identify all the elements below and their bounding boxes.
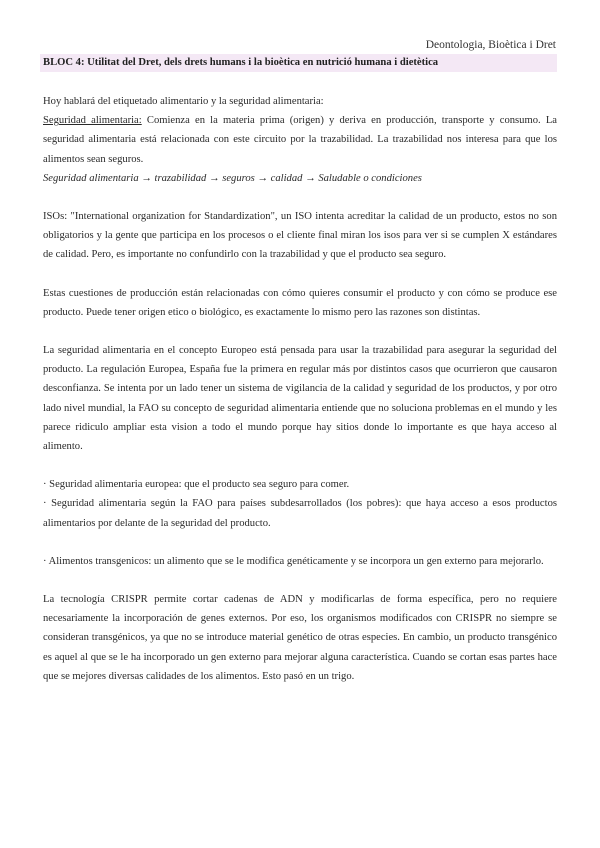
bullet-fao-safety: · Seguridad alimentaria según la FAO para países subdesarrollados (los pobres): que haya acceso a esos productos alimentarios por delante de la seguridad del producto. <box>43 498 557 529</box>
definition-term: Seguridad alimentaria: <box>43 115 142 127</box>
bullet-transgenic: · Alimentos transgenicos: un alimento que se le modifica genéticamente y se incorpora un gen externo para mejorarlo. <box>43 555 544 567</box>
running-header: Deontologia, Bioètica i Dret <box>425 39 556 51</box>
definition-paragraph <box>43 111 557 169</box>
section-title: BLOC 4: Utilitat del Dret, dels drets humans i la bioètica en nutrició humana i dietètica <box>40 54 557 72</box>
crispr-paragraph: La tecnología CRISPR permite cortar cadenas de ADN y modificarlas de forma específica, pero no requiere necesariamente la incorporación de genes externos. Por eso, los organismos modificados con CRISPR no siempre se consideran transgénicos, ya que no se introduce material genético de otras especies. En cambio, un producto transgénico es aquel al que se le ha incorporado un gen externo para mejorar alguna característica. Cuando se cortan esas partes hace que se mejores diversas calidades de los alimentos. Esto pasó en un trigo. <box>43 594 557 682</box>
definition-text: Comienza en la materia prima (origen) y deriva en producción, transporte y consumo. La seguridad alimentaria está relacionada con este circuito por la trazabilidad. La trazabilidad nos interesa para que los alimentos sean seguros. <box>43 115 557 165</box>
safety-chain: Seguridad alimentaria → trazabilidad → seguros → calidad → Saludable o condiciones <box>43 172 422 184</box>
bullet-european-safety: · Seguridad alimentaria europea: que el producto sea seguro para comer. <box>43 479 350 491</box>
iso-paragraph: ISOs: "International organization for Standardization", un ISO intenta acreditar la calidad de un producto, estos no son obligatorios y la gente que participa en los procesos o el cliente final miran los isos para ver si se cumplen X estándares de calidad. Pero, es importante no confundirlo con la trazabilidad y que el producto sea seguro. <box>43 211 557 261</box>
european-paragraph: La seguridad alimentaria en el concepto Europeo está pensada para usar la trazabilidad para asegurar la seguridad del producto. La regulación Europea, España fue la primera en regular más por distintos casos que ocurrieron que causaron desconfianza. Se intenta por un lado tener un sistema de vigilancia de la calidad y seguridad de los productos, y por otro lado nivel mundial, la FAO su concepto de seguridad alimentaria entiende que no soluciona problemas en el mundo y les parece ridiculo ampliar esta vision a todo el mundo porque hay sitios donde lo importante es que haya acceso al alimento. <box>43 345 557 453</box>
document-body <box>43 92 557 686</box>
intro-paragraph: Hoy hablará del etiquetado alimentario y la seguridad alimentaria: <box>43 96 324 107</box>
production-paragraph: Estas cuestiones de producción están relacionadas con cómo quieres consumir el producto y con cómo se produce ese producto. Puede tener origen etico o biológico, es exactamente lo mismo pero las razones son distintas. <box>43 287 557 318</box>
